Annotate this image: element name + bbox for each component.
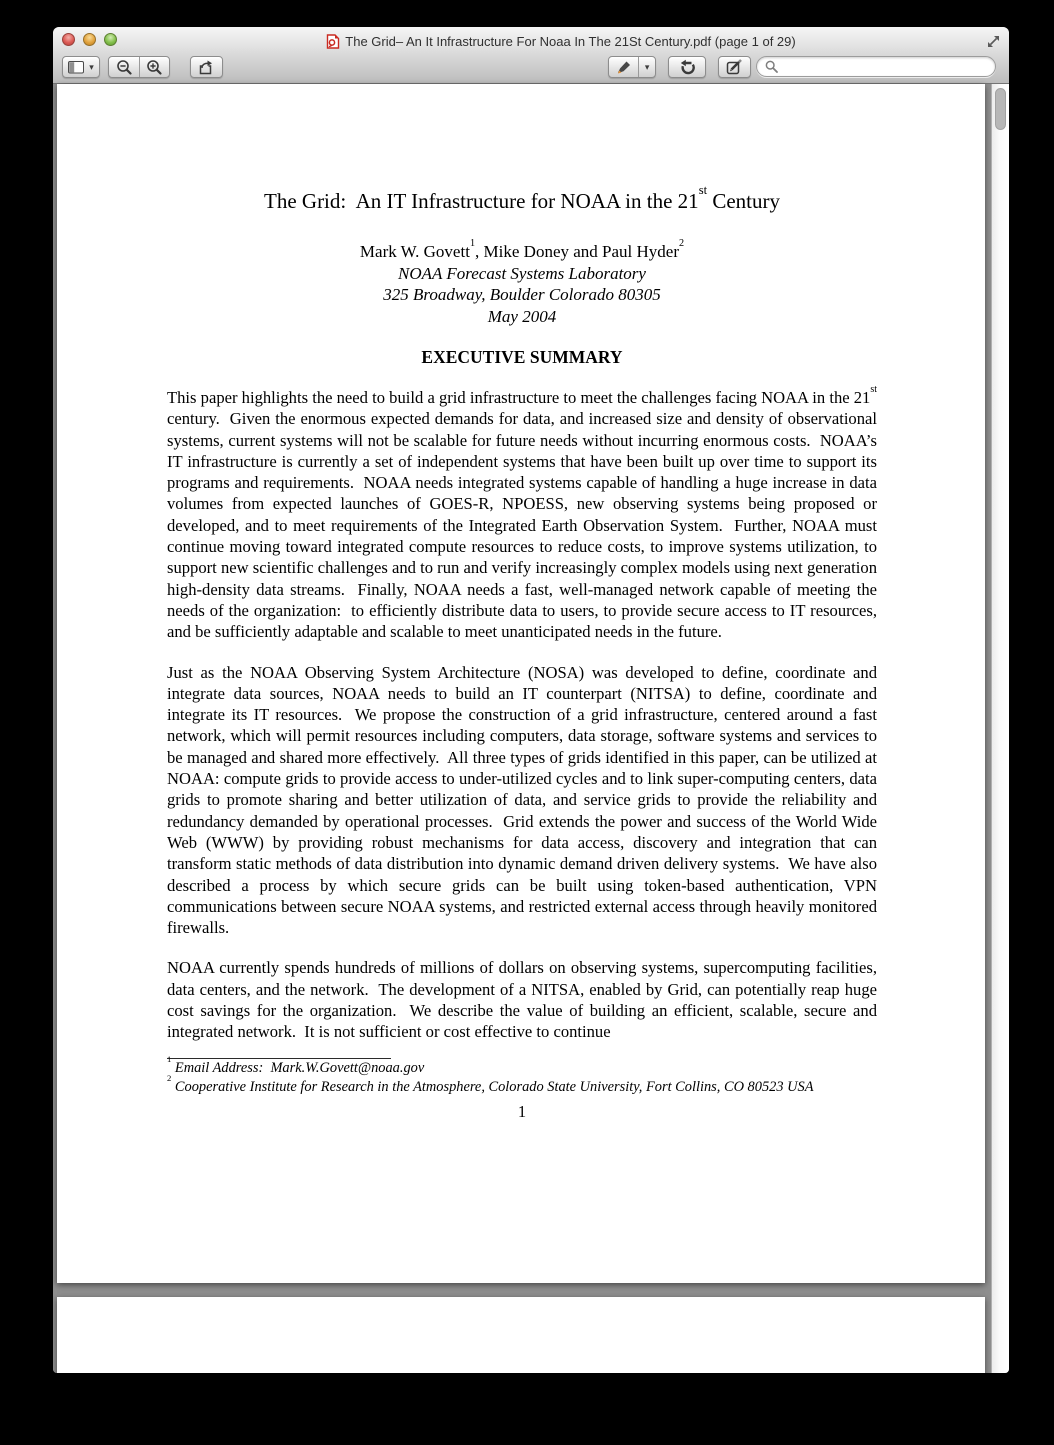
search-field — [756, 56, 996, 77]
zoom-segmented-control — [108, 56, 170, 78]
highlighter-icon — [616, 60, 632, 74]
paragraph-3: NOAA currently spends hundreds of millions of dollars on observing systems, supercomputing facilities, data centers, and the network. The development of a NITSA, enabled by Grid, can potentially reap huge cost savings for the organization. We describe the value of building an efficient, scalable, secure and integrated network. It is not sufficient or cost effective to continue — [167, 958, 882, 1042]
zoom-window-button[interactable] — [104, 33, 117, 46]
annotate-segmented-control — [608, 56, 656, 78]
window-header — [53, 27, 1009, 84]
toolbar — [53, 53, 1009, 83]
highlighter-button[interactable] — [609, 57, 638, 77]
markup-pencil-icon — [726, 59, 743, 75]
fullscreen-button[interactable] — [984, 32, 1002, 50]
superscript: st — [870, 384, 877, 395]
footnote-1: $^1$ Email Address: Mark.W.Govett@noaa.gov — [167, 1053, 425, 1076]
preview-window — [53, 27, 1009, 1373]
sidebar-view-button[interactable] — [62, 56, 100, 78]
pdf-content-area — [53, 84, 1009, 1373]
rotate-left-icon — [679, 59, 695, 76]
address-line: 325 Broadway, Boulder Colorado 80305 — [383, 285, 661, 304]
search-input[interactable] — [782, 60, 987, 74]
traffic-lights — [62, 33, 117, 46]
paragraph-1: This paper highlights the need to build a grid infrastructure to meet the challenges facing NOAA in the 21st century. Given the enormous expected demands for data, and increased size and density of observational systems, current systems will not be scalable for future needs without incurring enormous costs. NOAA’s IT infrastructure is currently a set of independent systems that have been built up over time to support its programs and requirements. NOAA needs integrated systems capable of handling a huge increase in data volumes from expected launches of GOES-R, NPOESS, new observing systems being proposed or developed, and to meet requirements of the Integrated Earth Observation System. Further, NOAA must continue moving toward integrated compute resources to reduce costs, to improve systems utilization, to support new scientific challenges and to run and verify increasingly complex models using next generation high-density data streams. Finally, NOAA needs a fast, well-managed network capable of meeting the needs of the organization: to efficiently distribute data to users, to provide secure access to IT resources, and be sufficiently adaptable and scalable to meet unanticipated needs in the future. — [167, 384, 882, 642]
page-number: 1 — [517, 1101, 527, 1121]
author-block — [167, 237, 877, 327]
chevron-down-icon: ▾ — [89, 61, 94, 72]
markup-button[interactable] — [718, 56, 751, 78]
vertical-scrollbar[interactable] — [991, 84, 1009, 1373]
share-icon — [198, 60, 215, 75]
paragraph-2: Just as the NOAA Observing System Architecture (NOSA) was developed to define, coordinate and integrate data sources, NOAA needs to build an IT counterpart (NITSA) to define, coordinate and integrate its IT resources. We propose the construction of a grid infrastructure, centered around a fast network, which will permit resources including computers, data storage, software systems and services to be managed and shared more effectively. All three types of grids identified in this paper, can be utilized at NOAA: compute grids to provide access to under-utilized cycles and to link super-computing centers, data grids to promote sharing and better utilization of data, and service grids to provide the reliability and redundancy demanded by operational processes. Grid extends the power and success of the World Wide Web (WWW) by providing robust mechanisms for data access, discovery and integration that can transform static methods of data distribution into dynamic demand driven delivery systems. We have also described a process by which secure grids can be built using token-based authentication, VPN communications between secure NOAA systems, and restricted external access through heavily monitored firewalls. — [167, 662, 882, 938]
share-button[interactable] — [190, 56, 223, 78]
zoom-out-icon — [116, 59, 133, 76]
window-title — [173, 33, 949, 49]
pdf-page-2 — [57, 1297, 985, 1373]
scrollbar-thumb[interactable] — [995, 88, 1006, 130]
document-title: The Grid: An IT Infrastructure for NOAA in the 21st Century — [264, 183, 780, 213]
section-heading: EXECUTIVE SUMMARY — [421, 347, 623, 367]
affiliation-line: NOAA Forecast Systems Laboratory — [398, 263, 646, 283]
zoom-in-button[interactable] — [139, 57, 169, 77]
highlighter-menu-button[interactable] — [638, 57, 655, 77]
zoom-in-icon — [146, 59, 163, 76]
pdf-page-1 — [57, 84, 985, 1283]
date-line: May 2004 — [487, 306, 557, 326]
sidebar-view-icon — [68, 61, 85, 74]
rotate-left-button[interactable] — [668, 56, 706, 78]
footnote-ref: 2 — [679, 237, 685, 249]
authors-line: Mark W. Govett$^1$, Mike Doney and Paul Hyder$^2$ — [359, 237, 685, 261]
close-button[interactable] — [62, 33, 75, 46]
fullscreen-expand-icon — [986, 34, 1001, 49]
chevron-down-icon: ▾ — [644, 61, 650, 72]
superscript: st — [698, 183, 708, 198]
minimize-button[interactable] — [83, 33, 96, 46]
window-title-text: The Grid– An It Infrastructure For Noaa In The 21St Century.pdf (page 1 of 29) — [345, 33, 796, 49]
footnote-ref: 1 — [469, 237, 476, 249]
footnote-2: $^2$ Cooperative Institute for Research in the Atmosphere, Colorado State University, Fort Collins, CO 80523 USA — [167, 1073, 814, 1096]
pdf-document-icon — [326, 34, 340, 49]
zoom-out-button[interactable] — [109, 57, 139, 77]
search-icon — [765, 60, 778, 73]
